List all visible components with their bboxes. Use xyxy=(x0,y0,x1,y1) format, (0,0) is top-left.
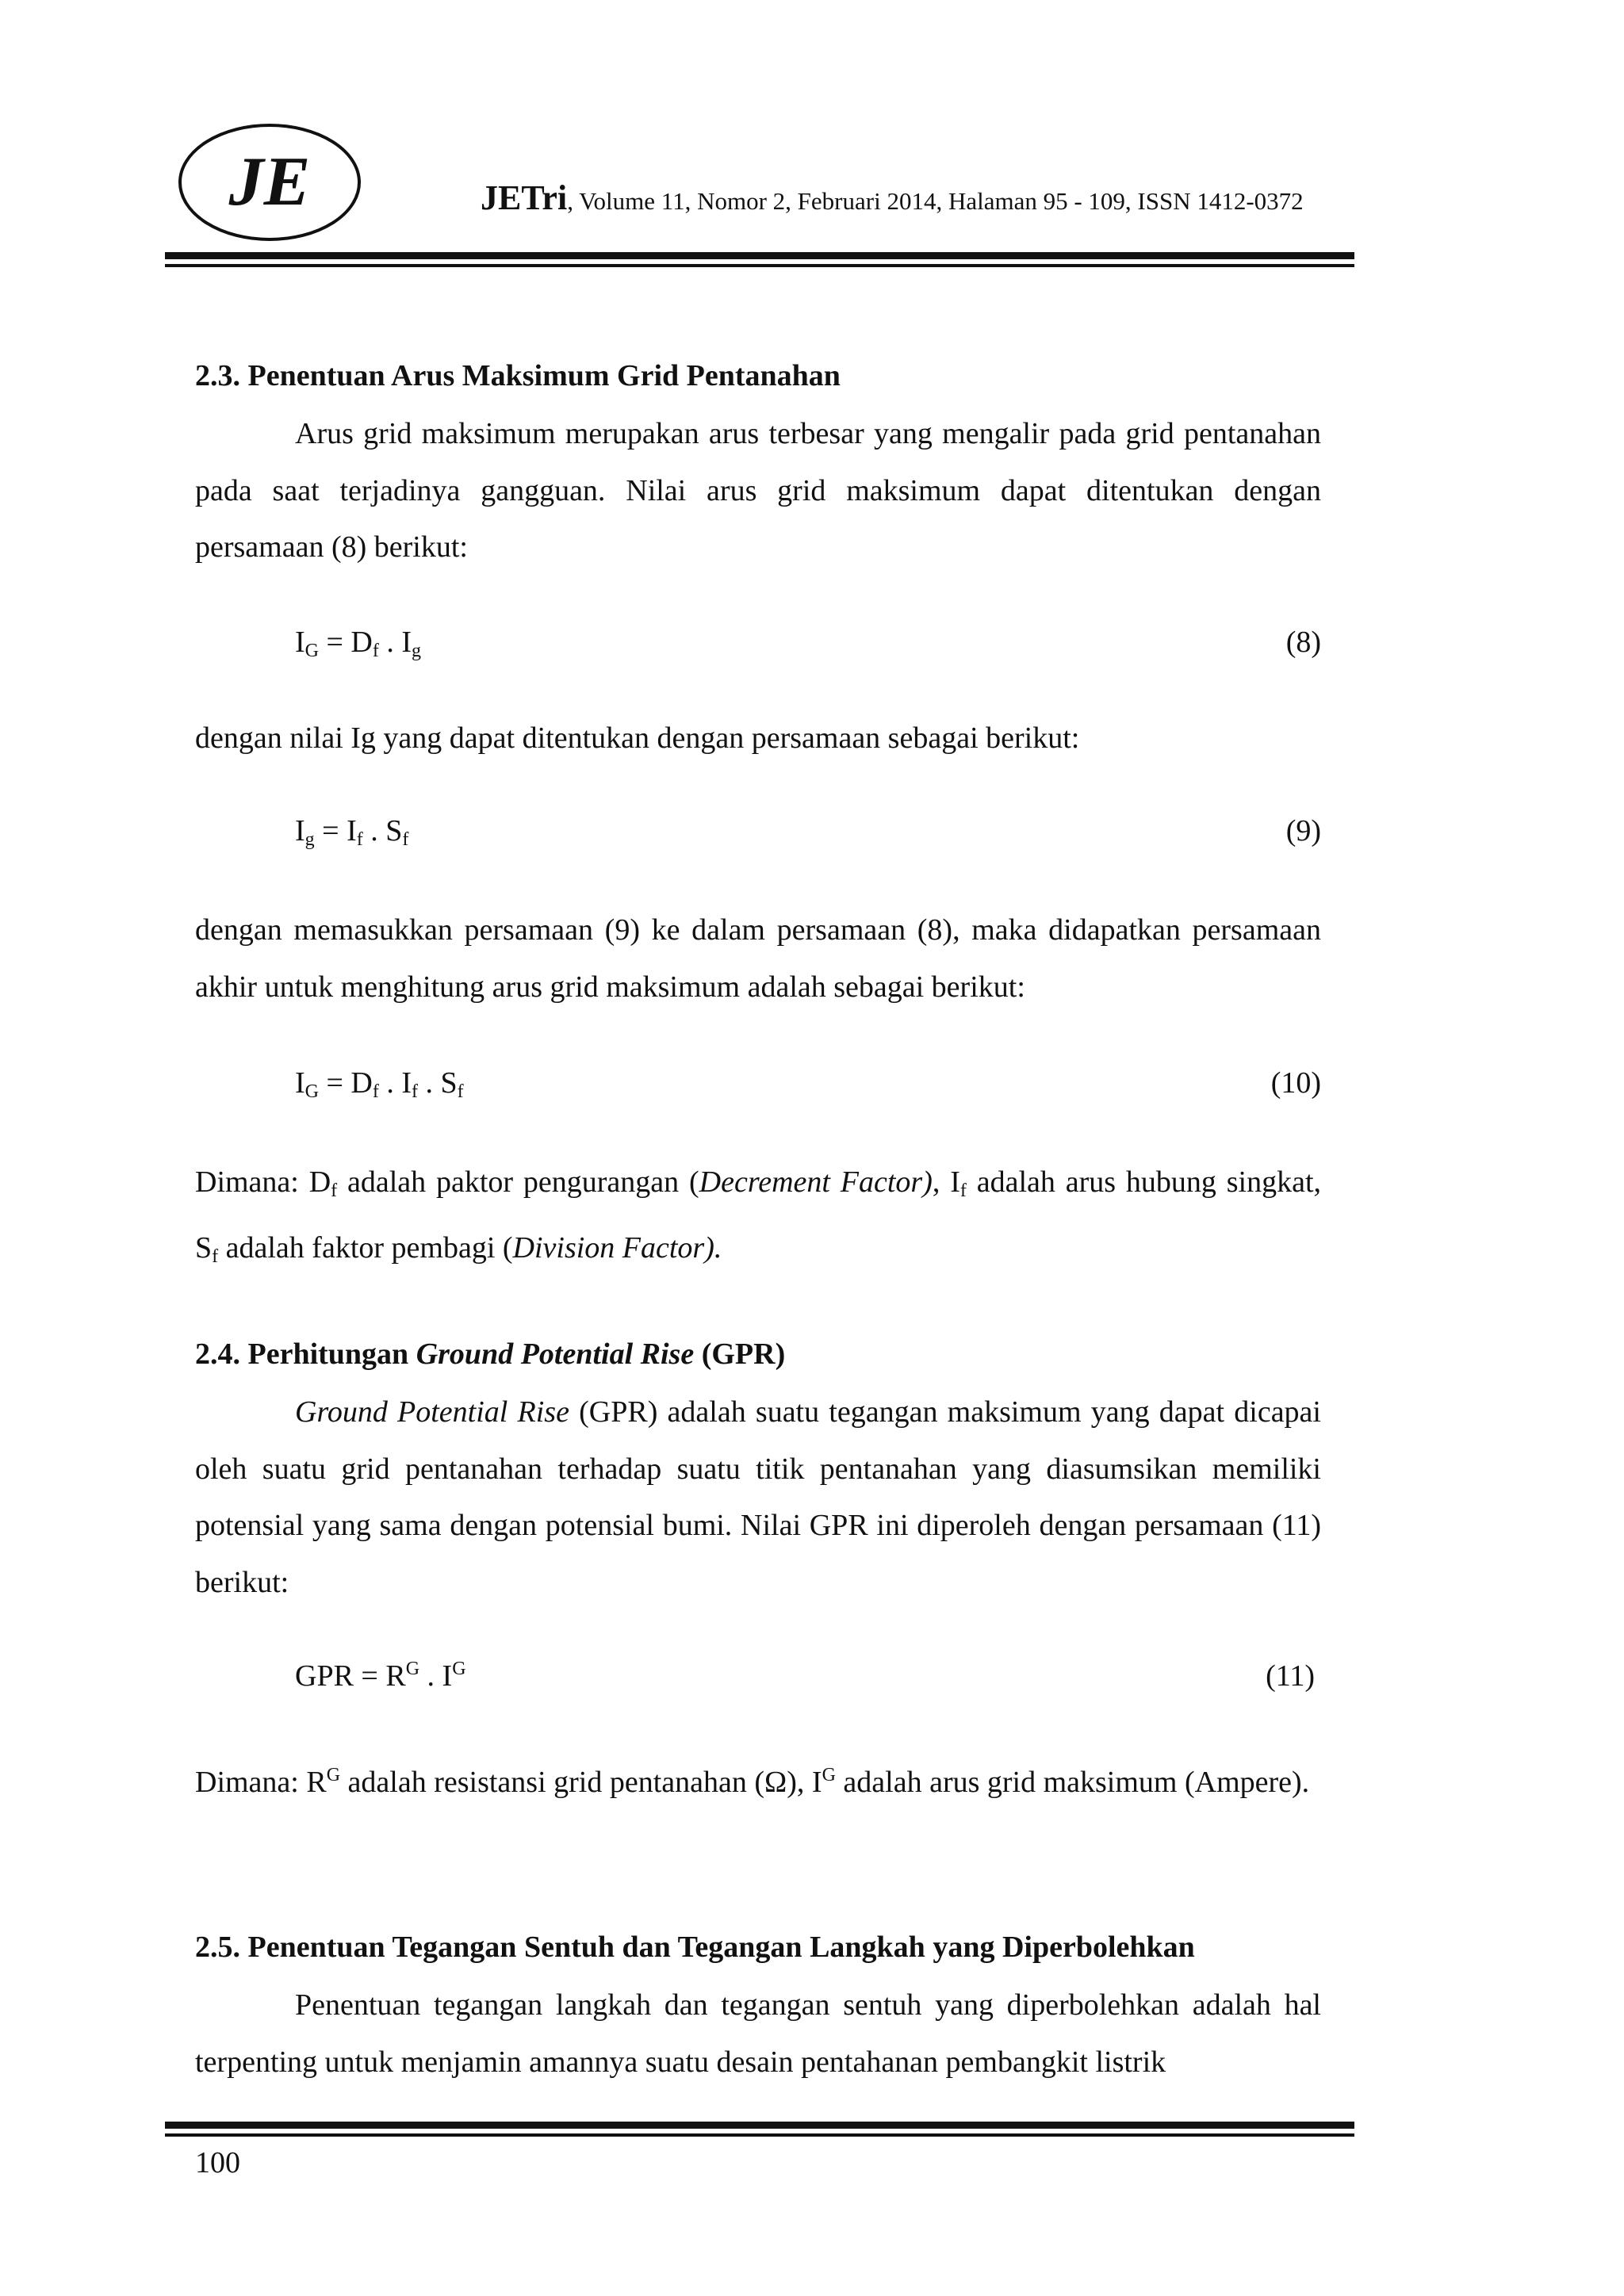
section-2-3-title: 2.3. Penentuan Arus Maksimum Grid Pentanahan xyxy=(195,359,841,392)
equation-9: $I_g = I_f$ . $S_f$ xyxy=(295,814,409,850)
equation-11: GPR = $R^G$ . $I^G$ xyxy=(295,1659,466,1693)
section-2-3-where: Dimana: $D_f$ adalah paktor pengurangan (Decrement Factor), $I_f$ adalah arus hubung singkat, $S_f$ adalah faktor pembagi (Division Factor). xyxy=(195,1165,1321,1267)
equation-10-number: (10) xyxy=(1270,1066,1321,1100)
footer-rule-thin xyxy=(165,2133,1354,2137)
equation-11-number: (11) xyxy=(1266,1659,1315,1693)
section-2-5-para: Penentuan tegangan langkah dan tegangan sentuh yang diperbolehkan adalah hal terpenting untuk menjamin amannya suatu desain pentahanan pembangkit listrik xyxy=(195,1988,1321,2079)
equation-9-number: (9) xyxy=(1285,814,1321,848)
equation-10: $I_G = D_f$ . $I_f$ . $S_f$ xyxy=(295,1066,464,1102)
section-2-4-para: Ground Potential Rise (GPR) adalah suatu tegangan maksimum yang dapat dicapai oleh suatu grid pentanahan terhadap suatu titik pentanahan yang diasumsikan memiliki potensial yang sama dengan potensial bumi. Nilai GPR ini diperoleh dengan persamaan (11) berikut: xyxy=(195,1395,1321,1599)
journal-logo xyxy=(174,119,365,246)
section-2-3-para2: dengan nilai Ig yang dapat ditentukan dengan persamaan sebagai berikut: xyxy=(195,721,1080,755)
footer-rule-thick xyxy=(165,2122,1354,2129)
section-2-3-para1: Arus grid maksimum merupakan arus terbesar yang mengalir pada grid pentanahan pada saat terjadinya gangguan. Nilai arus grid maksimum dapat ditentukan dengan persamaan (8) berikut: xyxy=(195,417,1321,564)
journal-name: JETri xyxy=(481,178,568,217)
header-rule-thin xyxy=(165,264,1354,267)
section-2-4-title: 2.4. Perhitungan Ground Potential Rise (GPR) xyxy=(195,1337,786,1371)
journal-info: , Volume 11, Nomor 2, Februari 2014, Halaman 95 - 109, ISSN 1412-0372 xyxy=(567,187,1304,215)
equation-8-number: (8) xyxy=(1285,626,1321,659)
section-2-3-para3: dengan memasukkan persamaan (9) ke dalam persamaan (8), maka didapatkan persamaan akhir untuk menghitung arus grid maksimum adalah sebagai berikut: xyxy=(195,913,1321,1004)
equation-8: $I_G = D_f$ . $I_g$ xyxy=(295,626,422,661)
page-number: 100 xyxy=(195,2146,240,2179)
section-2-4-where: Dimana: $R^G$ adalah resistansi grid pentanahan (Ω), $I^G$ adalah arus grid maksimum (Ampere). xyxy=(195,1765,1310,1799)
section-2-5-title: 2.5. Penentuan Tegangan Sentuh dan Tegangan Langkah yang Diperbolehkan xyxy=(195,1931,1195,1964)
journal-header xyxy=(481,178,1304,218)
header-rule-thick xyxy=(165,252,1354,259)
svg-text:JE: JE xyxy=(228,144,311,220)
